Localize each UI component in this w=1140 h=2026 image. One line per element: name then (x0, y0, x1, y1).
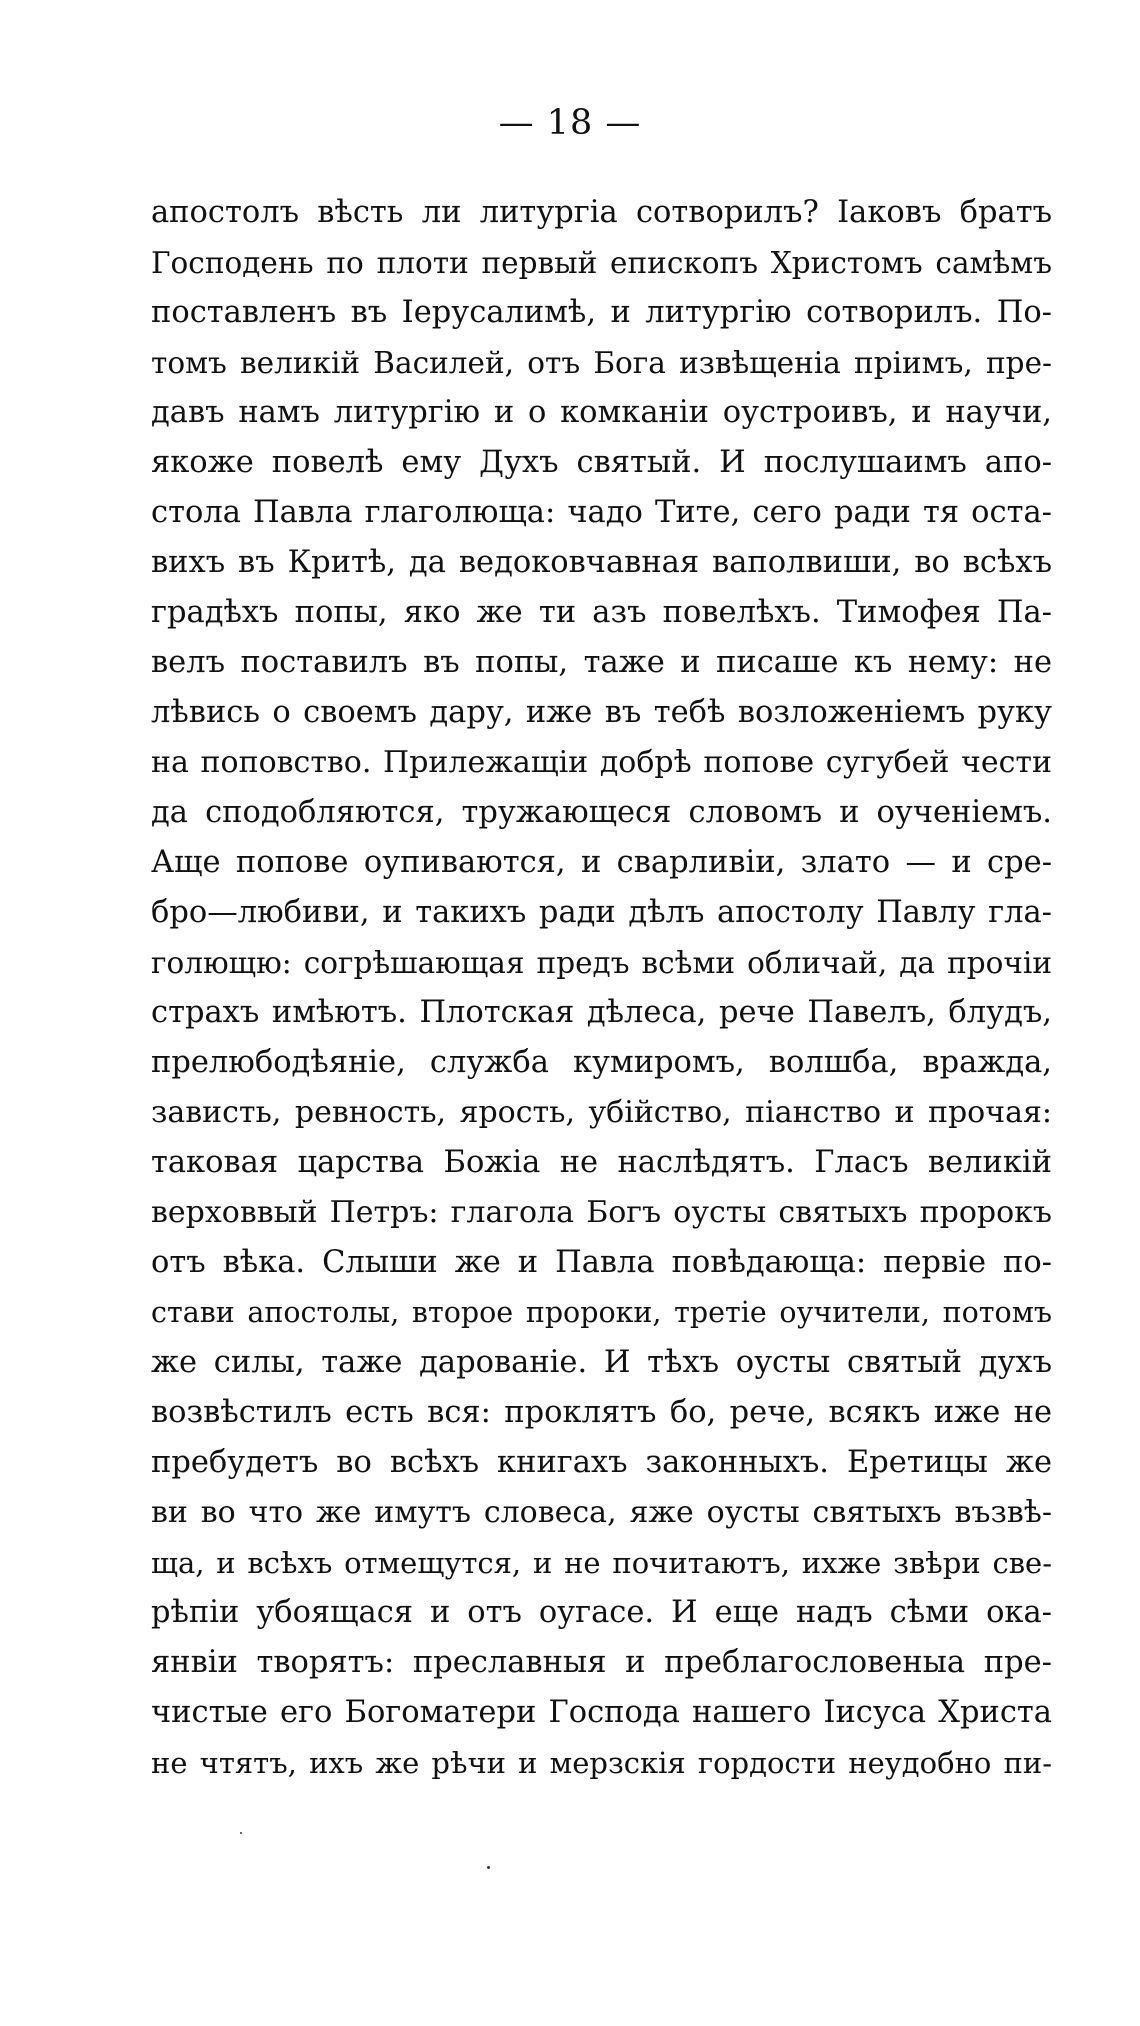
text-line: не чтятъ, ихъ же рѣчи и мерзскія гордости неудобно пи- (151, 1746, 1052, 1780)
text-line: да сподобляются, тружающеся словомъ и оученіемъ. (151, 795, 1052, 830)
text-line: верховвый Петръ: глагола Богъ оусты святыхъ пророкъ (151, 1195, 1052, 1230)
text-line: стола Павла глаголюща: чадо Тите, сего ради тя остa- (151, 495, 1052, 530)
text-line: янвіи творятъ: преславныя и преблагословеныа пре- (151, 1645, 1052, 1680)
text-line: же силы, таже дарованіе. И тѣхъ оусты святый духъ (151, 1345, 1052, 1380)
paper-speck (487, 1866, 490, 1869)
text-line: возвѣстилъ есть вся: проклятъ бо, рече, всякъ иже не (151, 1395, 1052, 1430)
text-line: чистые его Богоматери Господа нашего Іисуса Христа (151, 1695, 1052, 1730)
text-line: страхъ имѣютъ. Плотская дѣлеса, рече Павелъ, блудъ, (151, 995, 1052, 1030)
text-line: на поповство. Прилежащіи добрѣ попове сугубей чести (151, 745, 1052, 780)
text-line: велъ поставилъ въ попы, таже и писаше къ нему: не (151, 645, 1052, 680)
text-line: прелюбодѣяніе, служба кумиромъ, волшба, вражда, (151, 1045, 1052, 1080)
text-line: поставленъ въ Іерусалимѣ, и литургію сотворилъ. По- (151, 295, 1052, 330)
text-line: ви во что же имутъ словеса, яже оусты святыхъ възвѣ- (151, 1495, 1052, 1530)
text-line: Господень по плоти первый епископъ Христомъ самѣмъ (151, 246, 1052, 280)
text-line: рѣпіи убоящася и отъ оугасе. И еще надъ сѣми ока- (151, 1595, 1052, 1630)
text-line: пребудетъ во всѣхъ книгахъ законныхъ. Еретицы же (151, 1445, 1052, 1480)
text-line: вихъ въ Критѣ, да ведоковчавная ваполвиши, во всѣхъ (151, 545, 1052, 580)
text-line: лѣвись о своемъ дару, иже въ тебѣ возложеніемъ руку (151, 695, 1052, 730)
page-number: — 18 — (498, 103, 642, 143)
text-line: таковая царства Божіа не наслѣдятъ. Гласъ великій (151, 1145, 1052, 1180)
text-line: зависть, ревность, ярость, убійство, піанство и прочая: (151, 1095, 1052, 1130)
text-line: ща, и всѣхъ отмещутся, и не почитаютъ, ихже звѣри све- (151, 1546, 1052, 1580)
text-line: апостолъ вѣсть ли литургіа сотворилъ? Іаковъ братъ (151, 195, 1052, 230)
text-line: якоже повелѣ ему Духъ святый. И послушаимъ апо- (151, 445, 1052, 480)
text-line: Аще попове оупиваются, и сварливіи, злато — и сре- (151, 845, 1052, 880)
text-line: стави апостолы, второе пророки, третіе оучители, потомъ (151, 1296, 1052, 1329)
text-line: отъ вѣка. Слыши же и Павла повѣдающа: первіе по- (151, 1245, 1052, 1280)
text-line: томъ великій Василей, отъ Бога извѣщеніа пріимъ, пре- (151, 346, 1052, 380)
text-line: градѣхъ попы, яко же ти азъ повелѣхъ. Тимофея Па- (151, 595, 1052, 630)
body-text (151, 188, 1052, 1788)
text-line: голющю: согрѣшающая предъ всѣми обличай, да прочіи (151, 946, 1052, 980)
text-line: бро—любиви, и такихъ ради дѣлъ апостолу Павлу гла- (151, 895, 1052, 930)
text-line: давъ намъ литургію и о комканіи оустроивъ, и научи, (151, 395, 1052, 430)
paper-speck (240, 1832, 242, 1834)
